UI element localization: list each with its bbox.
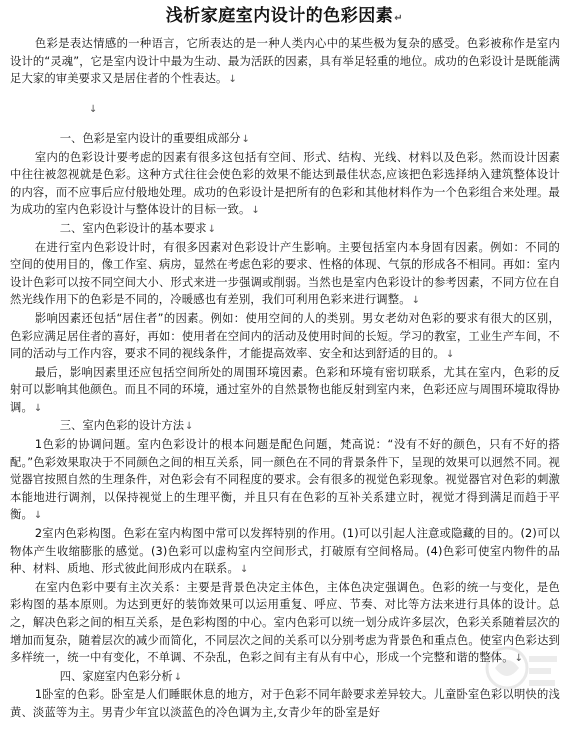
paragraph-mark-icon: ↓ (33, 510, 43, 522)
body-paragraph (0, 436, 569, 525)
paragraph-mark-icon: ↓ (228, 74, 238, 86)
section-heading (0, 417, 569, 436)
paragraph-text: 1色彩的协调问题。室内色彩设计的根本问题是配色问题，梵高说：“没有不好的颜色，只有不好的搭配。”色彩效果取决于不同颜色之间的相互关系，同一颜色在不同的背景条件下，呈现的效果可以迥然不同。视觉器官按照自然的生理条件，对色彩会有不同程度的要求。会有很多的视觉色彩现象。视觉器官对色彩的刺激本能地进行调剂，以保持视觉上的生理平衡，并且只有在色彩的互补关系建立时，视觉才得到满足而趋于平衡。 (10, 438, 560, 522)
paragraph-text: 1卧室的色彩。卧室是人们睡眠休息的地方，对于色彩不同年龄要求差异较大。儿童卧室色彩以明快的浅黄、淡蓝等为主。男青少年宜以淡蓝色的冷色调为主,女青少年的卧室是好 (10, 688, 560, 719)
heading-text: 一、色彩是室内设计的重要组成部分 (59, 131, 241, 145)
paragraph-mark-icon: ↵ (394, 13, 404, 24)
paragraph-mark-icon: ↓ (514, 653, 524, 665)
paragraph-text: 色彩是表达情感的一种语言，它所表达的是一种人类内心中的某些极为复杂的感受。色彩被称作是室内设计的“灵魂”，它是室内设计中最为生动、最为活跃的因素，具有举足轻重的地位。成功的色彩设计是既能满足大家的审美要求又是居住者的个性表达。 (10, 37, 561, 86)
body-paragraph (0, 239, 569, 310)
paragraph-mark-icon: ↓ (89, 104, 98, 116)
section-heading (0, 130, 569, 149)
paragraph-text: 在室内色彩中要有主次关系：主要是背景色决定主体色，主体色决定强调色。色彩的统一与变化，是色彩构图的基本原则。为达到更好的装饰效果可以运用重复、呼应、节奏、对比等方法来进行具体的设计。总之，解决色彩之间的相互关系，是色彩构图的中心。室内色彩可以统一划分成许多层次，色彩关系随着层次的增加而复杂，随着层次的减少而简化，不同层次之间的关系可以分别考虑为背景色和重点色。使室内色彩达到多样统一，统一中有变化，不单调、不杂乱，色彩之间有主有从有中心，形成一个完整和谐的整体。 (10, 580, 560, 665)
document-body (0, 35, 569, 722)
body-paragraph (0, 35, 569, 89)
paragraph-text: 影响因素还包括“居住者”的因素。例如：使用空间的人的类别。男女老幼对色彩的要求有很大的区别，色彩应满足居住者的喜好，再如：使用者在空间内的活动及使用时间的长短。学习的教室，工业生产车间，不同的活动与工作内容，要求不同的视线条件，才能提高效率、安全和达到舒适的目的。 (10, 311, 560, 361)
paragraph-text: 2室内色彩构图。色彩在室内构图中常可以发挥特别的作用。(1)可以引起人注意或隐藏的目的。(2)可以物体产生收缩膨胀的感觉。(3)色彩可以虚构室内空间形式，打破原有空间格局。(4)色彩可使室内物件的品种、材料、质地、形式彼此间形成内在联系。 (10, 527, 560, 576)
paragraph-mark-icon: ↓ (251, 205, 260, 217)
title-text: 浅析家庭室内设计的色彩因素 (165, 6, 394, 26)
paragraph-mark-icon: ↓ (241, 133, 250, 145)
paragraph-text: 在进行室内色彩设计时，有很多因素对色彩设计产生影响。主要包括室内本身固有因素。例如：不同的空间的使用目的，像工作室、病房，显然在考虑色彩的要求、性格的体现、气氛的形成各不相同。再如：室内设计色彩可以按不同空间大小、形式来进一步强调或削弱。当然也是室内色彩设计的参考因素，不同方位在自然光线作用下的色彩是不同的，冷暖感也有差别，我们可利用色彩来进行调整。 (10, 240, 560, 307)
body-paragraph (0, 149, 569, 220)
body-paragraph (0, 579, 569, 668)
heading-text: 四、家庭室内色彩分析 (59, 669, 173, 683)
paragraph-mark-icon: ↓ (239, 564, 249, 576)
blank-line (0, 100, 569, 119)
section-heading (0, 220, 569, 239)
body-paragraph (0, 364, 569, 418)
paragraph-mark-icon: ↓ (446, 349, 455, 361)
body-paragraph (0, 310, 569, 364)
paragraph-mark-icon: ↓ (411, 295, 421, 307)
document-title (0, 5, 569, 30)
paragraph-text: 最后，影响因素里还应包括空间所处的周围环境因素。色彩和环境有密切联系，尤其在室内，色彩的反射可以影响其他颜色。而且不同的环境，通过室外的自然景物也能反射到室内来，色彩还应与周围环境取得协调。 (10, 365, 560, 414)
heading-text: 三、室内色彩的设计方法 (59, 419, 184, 433)
section-heading (0, 668, 569, 687)
paragraph-text: 室内的色彩设计要考虑的因素有很多这包括有空间、形式、结构、光线、材料以及色彩。然而设计因素中往往被忽视就是色彩。这种方式往往会使色彩的效果不能达到最佳状态,应该把色彩选择纳入建筑整体设计的内容，而不应事后应付般地处理。成功的色彩设计是把所有的色彩和其他材料作为一个色彩组合来处理。最为成功的室内色彩设计与整体设计的目标一致。 (10, 150, 560, 217)
body-paragraph (0, 525, 569, 579)
paragraph-mark-icon: ↓ (185, 421, 194, 433)
paragraph-mark-icon: ↓ (173, 671, 183, 683)
body-paragraph (0, 686, 569, 721)
paragraph-mark-icon: ↓ (33, 402, 43, 414)
paragraph-mark-icon: ↓ (207, 223, 216, 235)
heading-text: 二、室内色彩设计的基本要求 (59, 221, 207, 235)
